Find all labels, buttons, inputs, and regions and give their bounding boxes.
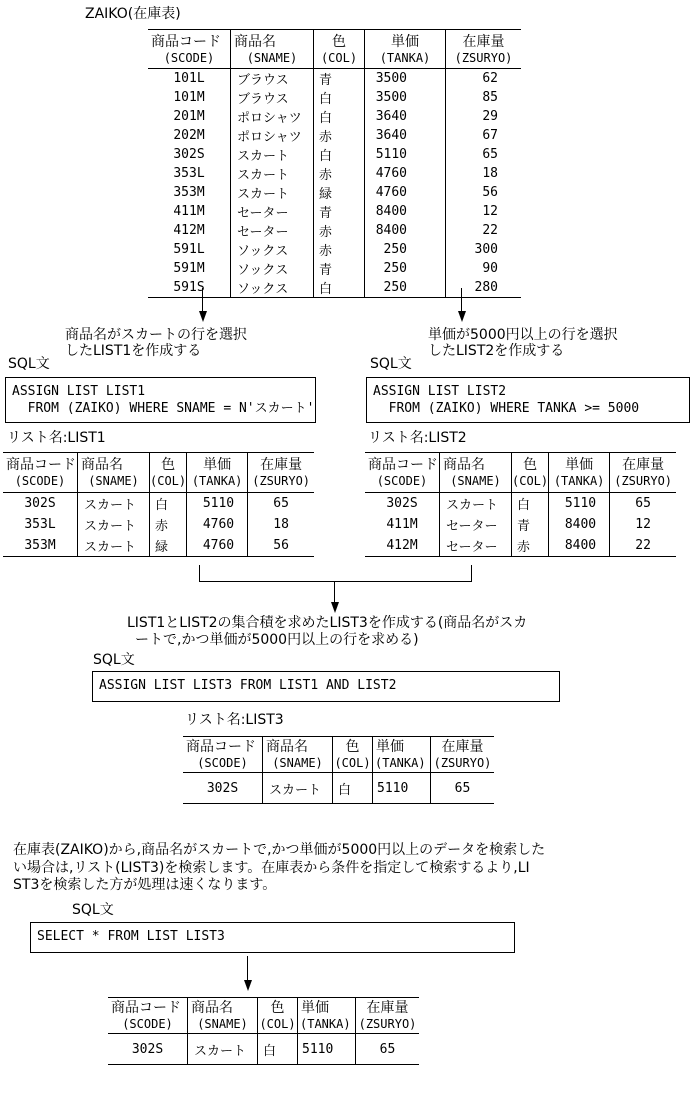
column-header-jp: 色: [270, 1000, 285, 1016]
table-cell: 22: [446, 221, 522, 240]
column-header-jp: 在庫量: [441, 739, 484, 755]
column-header: [150, 453, 187, 493]
column-header: [431, 737, 495, 773]
column-header-jp: 商品コード: [111, 1000, 181, 1016]
table-cell: セーター: [440, 535, 512, 556]
column-header-code: (SNAME): [197, 1017, 248, 1031]
column-header: [148, 30, 231, 69]
table-cell: 4760: [187, 514, 248, 535]
table-cell: ポロシャツ: [231, 126, 314, 145]
column-header: [610, 453, 677, 493]
table-cell: ブラウス: [231, 88, 314, 107]
table-header-row: [3, 453, 314, 493]
column-header-code: (ZSURYO): [433, 756, 492, 770]
table-cell: 65: [431, 773, 495, 804]
table-cell: 5110: [187, 493, 248, 514]
table-cell: 8400: [365, 221, 446, 240]
table-row: [108, 1034, 419, 1065]
table-cell: ブラウス: [231, 69, 314, 89]
table-cell: 591M: [173, 261, 205, 276]
column-header-code: (TANKA): [191, 474, 243, 488]
column-header: [298, 998, 356, 1034]
table-cell: スカート: [231, 145, 314, 164]
table-row: [148, 88, 521, 107]
table-cell: 65: [356, 1034, 420, 1065]
arrow-head-icon: [244, 980, 252, 991]
column-header-code: (TANKA): [379, 50, 431, 65]
table-cell: 赤: [314, 164, 365, 183]
table-cell: 白: [150, 493, 187, 514]
table-cell: スカート: [78, 493, 150, 514]
column-header-code: (SNAME): [450, 474, 501, 488]
table-cell: 8400: [365, 202, 446, 221]
table-cell: セーター: [440, 514, 512, 535]
table-row: [148, 126, 521, 145]
column-header-jp: 単価: [565, 457, 594, 473]
column-header: [3, 453, 78, 493]
table-cell: 緑: [150, 535, 187, 556]
sql-statement-2: [366, 377, 690, 423]
note-line: したLIST2を作成する: [428, 343, 565, 359]
table-cell: 250: [365, 259, 446, 278]
column-header-jp: 単価: [376, 739, 404, 755]
table-cell: スカート: [188, 1034, 258, 1065]
table-cell: 411M: [386, 516, 418, 532]
table-cell: 22: [610, 535, 677, 556]
arrow-stem: [202, 288, 203, 311]
list2-name-label: リスト名:LIST2: [368, 430, 467, 446]
table-cell: 591L: [173, 242, 205, 257]
table-cell: 300: [446, 240, 522, 259]
diagram-title: ZAIKO(在庫表): [85, 6, 181, 22]
sql-label-1: SQL文: [8, 356, 50, 372]
table-cell: 101L: [173, 71, 205, 86]
list1-table: [3, 452, 314, 557]
column-header-jp: 商品名: [266, 739, 308, 755]
table-cell: セーター: [231, 202, 314, 221]
table-cell: スカート: [263, 773, 333, 804]
table-cell: 8400: [549, 535, 610, 556]
table-cell: 65: [446, 145, 522, 164]
arrow-to-list3: [330, 581, 339, 613]
column-header: [188, 998, 258, 1034]
column-header-jp: 色: [161, 457, 176, 473]
table-cell: 65: [610, 493, 677, 514]
note-create-list1: [65, 327, 247, 359]
table-cell: 3500: [365, 88, 446, 107]
table-header-row: [148, 30, 521, 69]
paragraph-line: 在庫表(ZAIKO)から,商品名がスカートで,かつ単価が5000円以上のデータを検索した: [13, 842, 546, 858]
table-cell: スカート: [231, 183, 314, 202]
column-header-code: (TANKA): [375, 756, 426, 770]
note-line: したLIST1を作成する: [65, 343, 202, 359]
sql-code-line: SELECT * FROM LIST LIST3: [37, 929, 225, 944]
table-cell: 65: [248, 493, 315, 514]
table-cell: 62: [446, 69, 522, 89]
table-cell: 白: [333, 773, 373, 804]
table-cell: 赤: [314, 126, 365, 145]
list3-table: [183, 736, 494, 804]
column-header-code: (COL): [150, 474, 187, 488]
column-header-jp: 単価: [391, 33, 419, 50]
table-cell: 4760: [365, 164, 446, 183]
column-header-code: (SCODE): [376, 474, 428, 488]
table-cell: 赤: [314, 221, 365, 240]
table-row: [148, 221, 521, 240]
table-cell: 250: [365, 240, 446, 259]
table-header-row: [183, 737, 494, 773]
list3-name-label: リスト名:LIST3: [185, 712, 284, 728]
column-header: [314, 30, 365, 69]
table-cell: 白: [314, 278, 365, 298]
column-header: [356, 998, 420, 1034]
table-cell: 赤: [150, 514, 187, 535]
table-cell: 302S: [206, 780, 239, 796]
table-cell: 青: [512, 514, 549, 535]
table-row: [148, 259, 521, 278]
column-header-code: (SNAME): [272, 756, 323, 770]
sql-code-line: FROM (ZAIKO) WHERE TANKA >= 5000: [373, 401, 640, 416]
table-row: [148, 202, 521, 221]
table-row: [365, 535, 676, 556]
arrow-to-result: [243, 956, 252, 991]
table-cell: 8400: [549, 514, 610, 535]
column-header-jp: 商品コード: [368, 457, 438, 473]
table-cell: 5110: [373, 773, 431, 804]
table-cell: 250: [365, 278, 446, 298]
table-cell: 56: [446, 183, 522, 202]
column-header: [365, 30, 446, 69]
table-cell: 赤: [314, 240, 365, 259]
column-header-jp: 単価: [301, 1000, 329, 1016]
table-cell: 90: [446, 259, 522, 278]
column-header: [78, 453, 150, 493]
column-header-code: (ZSURYO): [614, 474, 673, 488]
column-header-jp: 色: [523, 457, 538, 473]
sql-statement-1: [5, 377, 316, 423]
column-header-jp: 在庫量: [622, 457, 665, 473]
column-header: [333, 737, 373, 773]
table-row: [148, 69, 521, 89]
column-header: [365, 453, 440, 493]
table-cell: セーター: [231, 221, 314, 240]
note-line: 単価が5000円以上の行を選択: [428, 327, 618, 343]
table-cell: 302S: [386, 495, 418, 511]
arrow-stem: [334, 581, 335, 602]
table-cell: 280: [446, 278, 522, 298]
column-header-jp: 色: [345, 739, 360, 755]
table-cell: ソックス: [231, 259, 314, 278]
merge-connector-left: [199, 565, 200, 581]
table-cell: 5110: [365, 145, 446, 164]
table-row: [148, 240, 521, 259]
paragraph-line: い場合は,リスト(LIST3)を検索します。在庫表から条件を指定して検索するより,LI: [13, 859, 530, 876]
table-cell: 18: [446, 164, 522, 183]
column-header-jp: 単価: [203, 457, 232, 473]
column-header-jp: 商品名: [443, 457, 485, 473]
arrow-head-icon: [331, 602, 339, 613]
sql-label-3: SQL文: [93, 652, 135, 668]
zaiko-table: [148, 29, 521, 298]
arrow-head-icon: [458, 311, 466, 322]
column-header-jp: 在庫量: [462, 33, 505, 50]
column-header-code: (SNAME): [88, 474, 139, 488]
table-cell: 302S: [173, 147, 205, 162]
sql-code-line: ASSIGN LIST LIST1: [12, 384, 146, 399]
column-header: [549, 453, 610, 493]
column-header-jp: 在庫量: [366, 1000, 409, 1016]
column-header-jp: 商品名: [81, 457, 123, 473]
table-cell: 5110: [298, 1034, 356, 1065]
table-header-row: [108, 998, 419, 1034]
column-header-code: (SCODE): [14, 474, 66, 488]
column-header-jp: 商品コード: [6, 457, 76, 473]
sql-statement-3: [92, 671, 560, 702]
table-cell: 353L: [173, 166, 205, 181]
table-cell: 白: [314, 107, 365, 126]
table-cell: 4760: [365, 183, 446, 202]
column-header-code: (COL): [512, 474, 549, 488]
table-cell: スカート: [231, 164, 314, 183]
column-header: [263, 737, 333, 773]
column-header: [231, 30, 314, 69]
table-row: [365, 514, 676, 535]
table-cell: 12: [446, 202, 522, 221]
paragraph-line: ST3を検索した方が処理は速くなります。: [13, 877, 277, 893]
column-header-code: (ZSURYO): [358, 1017, 417, 1031]
table-cell: 3500: [365, 69, 446, 89]
list2-table: [365, 452, 676, 557]
table-cell: ポロシャツ: [231, 107, 314, 126]
table-cell: 白: [314, 88, 365, 107]
note-create-list2: [428, 327, 618, 359]
table-cell: 赤: [512, 535, 549, 556]
table-cell: 353L: [24, 516, 56, 532]
table-cell: 青: [314, 202, 365, 221]
table-row: [183, 773, 494, 804]
note-line: LIST1とLIST2の集合積を求めたLIST3を作成する(商品名がスカ: [127, 615, 528, 631]
table-cell: 85: [446, 88, 522, 107]
table-cell: 青: [314, 259, 365, 278]
table-cell: 412M: [173, 223, 205, 238]
arrow-to-list1: [198, 288, 207, 322]
table-cell: 3640: [365, 107, 446, 126]
column-header-code: (SNAME): [246, 50, 298, 65]
table-cell: 4760: [187, 535, 248, 556]
note-line: 商品名がスカートの行を選択: [65, 327, 247, 343]
table-cell: スカート: [440, 493, 512, 514]
table-cell: 緑: [314, 183, 365, 202]
table-header-row: [365, 453, 676, 493]
table-cell: 411M: [173, 204, 205, 219]
column-header-jp: 商品名: [191, 1000, 233, 1016]
column-header-jp: 商品名: [234, 33, 276, 50]
sql-code-line: FROM (ZAIKO) WHERE SNAME = N'スカート': [12, 401, 315, 416]
table-cell: 201M: [173, 109, 205, 124]
table-cell: 白: [314, 145, 365, 164]
column-header: [108, 998, 188, 1034]
table-row: [148, 164, 521, 183]
table-cell: スカート: [78, 514, 150, 535]
table-cell: 白: [512, 493, 549, 514]
arrow-stem: [247, 956, 248, 980]
table-cell: 302S: [24, 495, 56, 511]
note-line: ートで,かつ単価が5000円以上の行を求める): [135, 631, 419, 648]
column-header: [187, 453, 248, 493]
column-header-code: (ZSURYO): [252, 474, 311, 488]
note-create-list3: [127, 615, 527, 648]
column-header-code: (COL): [259, 1017, 296, 1031]
column-header-code: (SCODE): [197, 756, 248, 770]
column-header: [183, 737, 263, 773]
column-header: [258, 998, 298, 1034]
table-row: [148, 183, 521, 202]
column-header-code: (SCODE): [122, 1017, 173, 1031]
list1-name-label: リスト名:LIST1: [7, 430, 106, 446]
column-header: [248, 453, 315, 493]
table-cell: 302S: [131, 1041, 164, 1057]
result-table: [108, 997, 419, 1065]
table-cell: 353M: [173, 185, 205, 200]
column-header-code: (COL): [320, 50, 358, 65]
table-cell: 18: [248, 514, 315, 535]
column-header: [373, 737, 431, 773]
arrow-to-list2: [457, 288, 466, 322]
column-header-code: (TANKA): [300, 1017, 351, 1031]
column-header-jp: 色: [332, 33, 346, 50]
sql-label-4: SQL文: [72, 902, 114, 918]
table-cell: 白: [258, 1034, 298, 1065]
table-cell: 3640: [365, 126, 446, 145]
column-header: [512, 453, 549, 493]
sql-statement-4: [30, 922, 515, 953]
sql-code-line: ASSIGN LIST LIST2: [373, 384, 507, 399]
table-cell: 202M: [173, 128, 205, 143]
column-header-code: (SCODE): [163, 50, 215, 65]
table-row: [3, 535, 314, 556]
column-header-jp: 在庫量: [260, 457, 303, 473]
column-header: [446, 30, 522, 69]
column-header-code: (ZSURYO): [454, 50, 513, 65]
table-cell: 353M: [24, 537, 56, 553]
table-cell: 67: [446, 126, 522, 145]
merge-connector-right: [471, 565, 472, 581]
table-cell: 56: [248, 535, 315, 556]
table-cell: 29: [446, 107, 522, 126]
table-row: [148, 107, 521, 126]
column-header-code: (TANKA): [553, 474, 605, 488]
table-cell: 591S: [173, 280, 205, 295]
table-cell: スカート: [78, 535, 150, 556]
table-row: [3, 514, 314, 535]
column-header: [440, 453, 512, 493]
column-header-jp: 商品コード: [151, 33, 221, 50]
table-row: [3, 493, 314, 514]
column-header-jp: 商品コード: [186, 739, 256, 755]
table-cell: ソックス: [231, 240, 314, 259]
table-row: [365, 493, 676, 514]
sql-code-line: ASSIGN LIST LIST3 FROM LIST1 AND LIST2: [99, 678, 397, 693]
arrow-head-icon: [199, 311, 207, 322]
table-cell: 412M: [386, 537, 418, 553]
table-cell: 12: [610, 514, 677, 535]
table-cell: 101M: [173, 90, 205, 105]
column-header-code: (COL): [334, 756, 371, 770]
table-cell: 5110: [549, 493, 610, 514]
description-paragraph: [13, 842, 545, 895]
arrow-stem: [461, 288, 462, 311]
table-cell: ソックス: [231, 278, 314, 298]
sql-label-2: SQL文: [370, 356, 412, 372]
table-cell: 青: [314, 69, 365, 89]
table-row: [148, 145, 521, 164]
